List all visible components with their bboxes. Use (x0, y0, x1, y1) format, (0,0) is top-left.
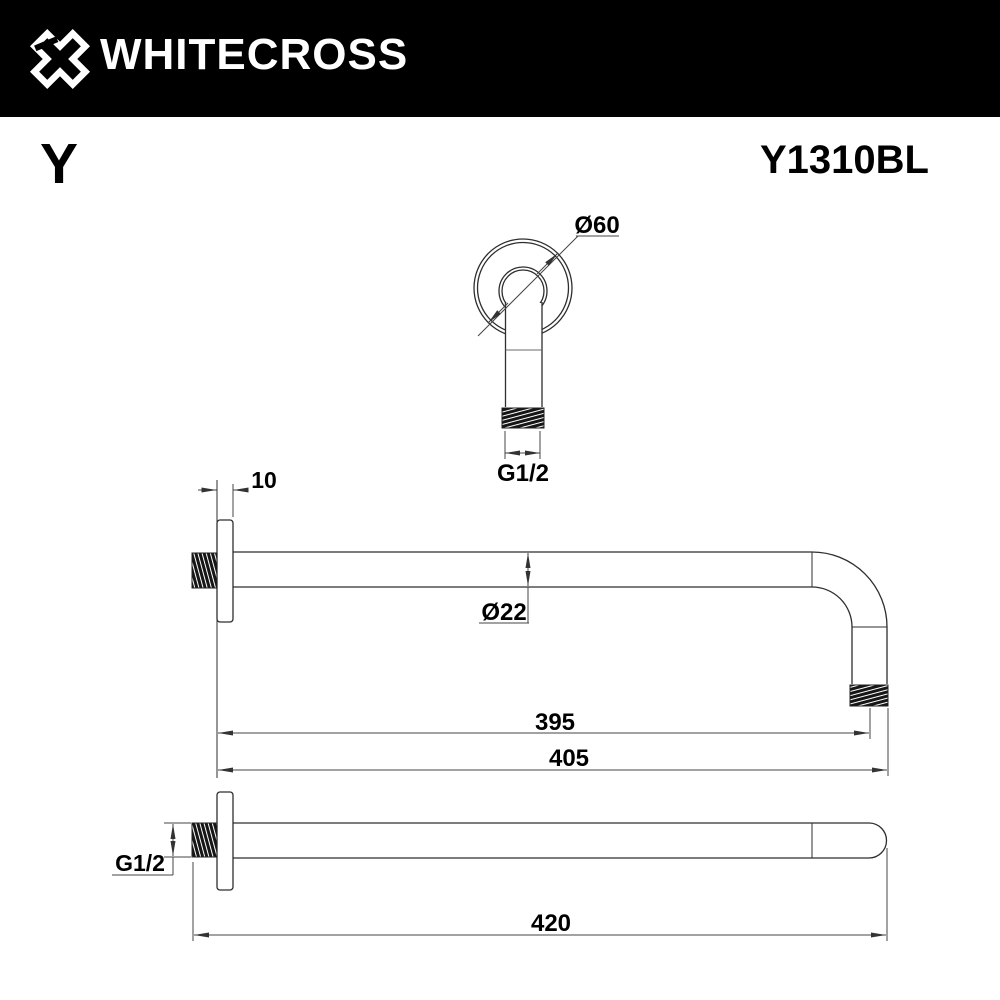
dim-length-395: 395 (534, 709, 576, 736)
dim-pipe-diameter: Ø22 (481, 599, 527, 626)
model-number: Y1310BL (760, 138, 929, 182)
dim-length-405: 405 (548, 745, 590, 772)
top-view-dimensions (478, 236, 619, 459)
dim-diameter-60: Ø60 (574, 212, 620, 239)
dim-thread-top: G1/2 (496, 460, 550, 487)
series-letter: Y (40, 132, 79, 196)
profile-view (192, 792, 887, 890)
top-view (474, 239, 572, 428)
dim-flange-depth: 10 (251, 467, 277, 493)
brand-name: WHITECROSS (100, 30, 409, 79)
dim-length-420: 420 (530, 910, 572, 937)
dim-thread-profile: G1/2 (115, 850, 165, 876)
